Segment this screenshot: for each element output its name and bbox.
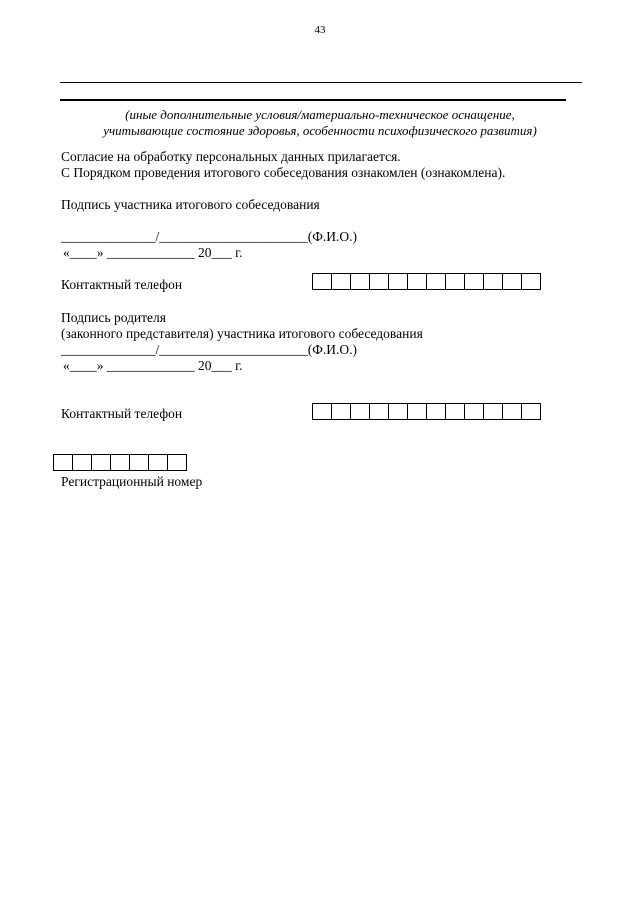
digit-cell[interactable]	[148, 454, 168, 471]
parent-phone-input[interactable]	[312, 403, 541, 420]
digit-cell[interactable]	[369, 403, 389, 420]
digit-cell[interactable]	[464, 403, 484, 420]
digit-cell[interactable]	[521, 403, 541, 420]
digit-cell[interactable]	[167, 454, 187, 471]
consent-line-1: Согласие на обработку персональных данных прилагается.	[61, 149, 401, 164]
participant-signature-field[interactable]: ______________/______________________(Ф.И.О.)	[61, 229, 358, 244]
digit-cell[interactable]	[388, 273, 408, 290]
digit-cell[interactable]	[331, 403, 351, 420]
digit-cell[interactable]	[464, 273, 484, 290]
page-number: 43	[314, 24, 326, 36]
digit-cell[interactable]	[502, 403, 522, 420]
digit-cell[interactable]	[53, 454, 73, 471]
participant-date-field[interactable]: «____» _____________ 20___ г.	[63, 245, 243, 260]
conditions-note-line-2: учитывающие состояние здоровья, особенности психофизического развития)	[103, 123, 537, 138]
digit-cell[interactable]	[312, 403, 332, 420]
participant-phone-label: Контактный телефон	[61, 277, 183, 292]
digit-cell[interactable]	[483, 403, 503, 420]
conditions-input-line-2[interactable]	[60, 99, 566, 101]
digit-cell[interactable]	[445, 273, 465, 290]
digit-cell[interactable]	[521, 273, 541, 290]
digit-cell[interactable]	[407, 273, 427, 290]
participant-phone-input[interactable]	[312, 273, 541, 290]
parent-signature-label-1: Подпись родителя	[61, 310, 166, 325]
digit-cell[interactable]	[72, 454, 92, 471]
digit-cell[interactable]	[502, 273, 522, 290]
parent-date-field[interactable]: «____» _____________ 20___ г.	[63, 358, 243, 373]
parent-signature-field[interactable]: ______________/______________________(Ф.И.О.)	[61, 342, 358, 357]
participant-signature-label: Подпись участника итогового собеседования	[61, 197, 320, 212]
parent-signature-label-2: (законного представителя) участника итогового собеседования	[61, 326, 423, 341]
consent-line-2: С Порядком проведения итогового собеседования ознакомлен (ознакомлена).	[61, 165, 506, 180]
conditions-note-line-1: (иные дополнительные условия/материально-техническое оснащение,	[125, 107, 515, 122]
digit-cell[interactable]	[331, 273, 351, 290]
digit-cell[interactable]	[426, 273, 446, 290]
parent-phone-label: Контактный телефон	[61, 406, 183, 421]
digit-cell[interactable]	[388, 403, 408, 420]
registration-number-label: Регистрационный номер	[61, 474, 203, 489]
digit-cell[interactable]	[312, 273, 332, 290]
digit-cell[interactable]	[369, 273, 389, 290]
digit-cell[interactable]	[350, 273, 370, 290]
digit-cell[interactable]	[445, 403, 465, 420]
conditions-input-line-1[interactable]	[60, 82, 582, 83]
digit-cell[interactable]	[91, 454, 111, 471]
conditions-note	[60, 107, 580, 139]
digit-cell[interactable]	[483, 273, 503, 290]
digit-cell[interactable]	[426, 403, 446, 420]
registration-number-input[interactable]	[53, 454, 187, 471]
digit-cell[interactable]	[350, 403, 370, 420]
digit-cell[interactable]	[110, 454, 130, 471]
digit-cell[interactable]	[129, 454, 149, 471]
digit-cell[interactable]	[407, 403, 427, 420]
